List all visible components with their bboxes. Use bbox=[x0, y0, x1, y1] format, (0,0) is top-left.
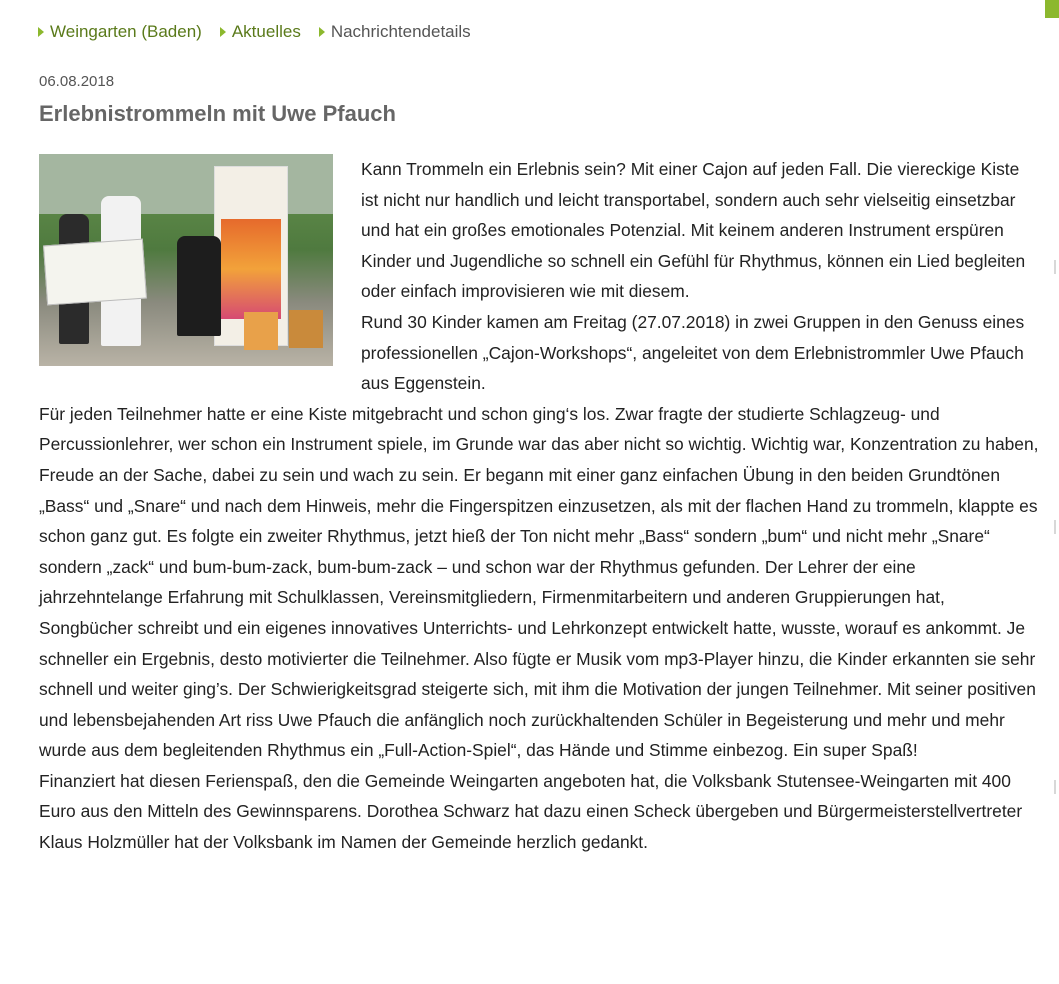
article-date: 06.08.2018 bbox=[39, 73, 115, 90]
triangle-right-icon bbox=[38, 27, 44, 37]
breadcrumb-item-current bbox=[319, 22, 471, 42]
article-paragraph: Kann Trommeln ein Erlebnis sein? Mit einer Cajon auf jeden Fall. Die viereckige Kiste ist nicht nur handlich und leicht transportabel, sondern auch sehr vielseitig einsetzbar und hat ein großes emotionales Potenzial. Mit keinem anderen Instrument erspüren Kinder und Jugendliche so schnell ein Gefühl für Rhythmus, können ein Lied begleiten oder einfach improvisieren wie mit diesem. bbox=[361, 159, 1026, 302]
triangle-right-icon bbox=[319, 27, 325, 37]
breadcrumb bbox=[38, 22, 471, 42]
breadcrumb-label: Weingarten (Baden) bbox=[50, 22, 202, 41]
triangle-right-icon bbox=[220, 27, 226, 37]
article-paragraph: Für jeden Teilnehmer hatte er eine Kiste mitgebracht und schon ging‘s los. Zwar fragte der studierte Schlagzeug- und Percussionlehrer, wer schon ein Instrument spiele, im Grunde war das aber nicht so wichtig. Wichtig war, Konzentration zu haben, Freude an der Sache, dabei zu sein und wach zu sein. Er begann mit einer ganz einfachen Übung in den beiden Grundtönen „Bass“ und „Snare“ und nach dem Hinweis, mehr die Fingerspitzen einzusetzen, als mit der flachen Hand zu trommeln, klappte es schon ganz gut. Es folgte ein zweiter Rhythmus, jetzt hieß der Ton nicht mehr „Bass“ sondern „bum“ und nicht mehr „Snare“ sondern „zack“ und bum-bum-zack, bum-bum-zack – und schon war der Rhythmus gefunden. Der Lehrer der eine jahrzehntelange Erfahrung mit Schulklassen, Vereinsmitgliedern, Firmenmitarbeitern und anderen Gruppierungen hat, Songbücher schreibt und ein eigenes innovatives Unterrichts- und Lehrkonzept entwickelt hatte, wusste, worauf es ankommt. Je schneller ein Ergebnis, desto motivierter die Teilnehmer. Also fügte er Musik vom mp3-Player hinzu, die Kinder erkannten sie sehr schnell und weiter ging’s. Der Schwierigkeitsgrad steigerte sich, mit ihm die Motivation der jungen Teilnehmer. Mit seiner positiven und lebensbejahenden Art riss Uwe Pfauch die anfänglich noch zurückhaltenden Schüler in Begeisterung und mehr und mehr wurde aus dem begleitenden Rhythmus ein „Full-Action-Spiel“, das Hände und Stimme einbezog. Ein super Spaß! bbox=[39, 403, 1039, 761]
article-title: Erlebnistrommeln mit Uwe Pfauch bbox=[39, 101, 396, 126]
breadcrumb-label: Nachrichtendetails bbox=[330, 22, 471, 41]
scroll-marker bbox=[1054, 520, 1056, 534]
breadcrumb-item-weingarten[interactable] bbox=[38, 22, 202, 42]
article-body bbox=[39, 154, 1039, 858]
breadcrumb-label: Aktuelles bbox=[231, 22, 301, 41]
article-paragraph: Rund 30 Kinder kamen am Freitag (27.07.2018) in zwei Gruppen in den Genuss eines professionellen „Cajon-Workshops“, angeleitet von dem Erlebnistrommler Uwe Pfauch aus Eggenstein. bbox=[361, 311, 1025, 394]
article-photo[interactable] bbox=[39, 154, 333, 366]
breadcrumb-item-aktuelles[interactable] bbox=[220, 22, 301, 42]
brand-accent-block bbox=[1045, 0, 1059, 18]
scroll-marker bbox=[1054, 260, 1056, 274]
scroll-marker bbox=[1054, 780, 1056, 794]
article-paragraph: Finanziert hat diesen Ferienspaß, den die Gemeinde Weingarten angeboten hat, die Volksbank Stutensee-Weingarten mit 400 Euro aus den Mitteln des Gewinnsparens. Dorothea Schwarz hat dazu einen Scheck übergeben und Bürgermeisterstellvertreter Klaus Holzmüller hat der Volksbank im Namen der Gemeinde herzlich gedankt. bbox=[39, 770, 1023, 853]
